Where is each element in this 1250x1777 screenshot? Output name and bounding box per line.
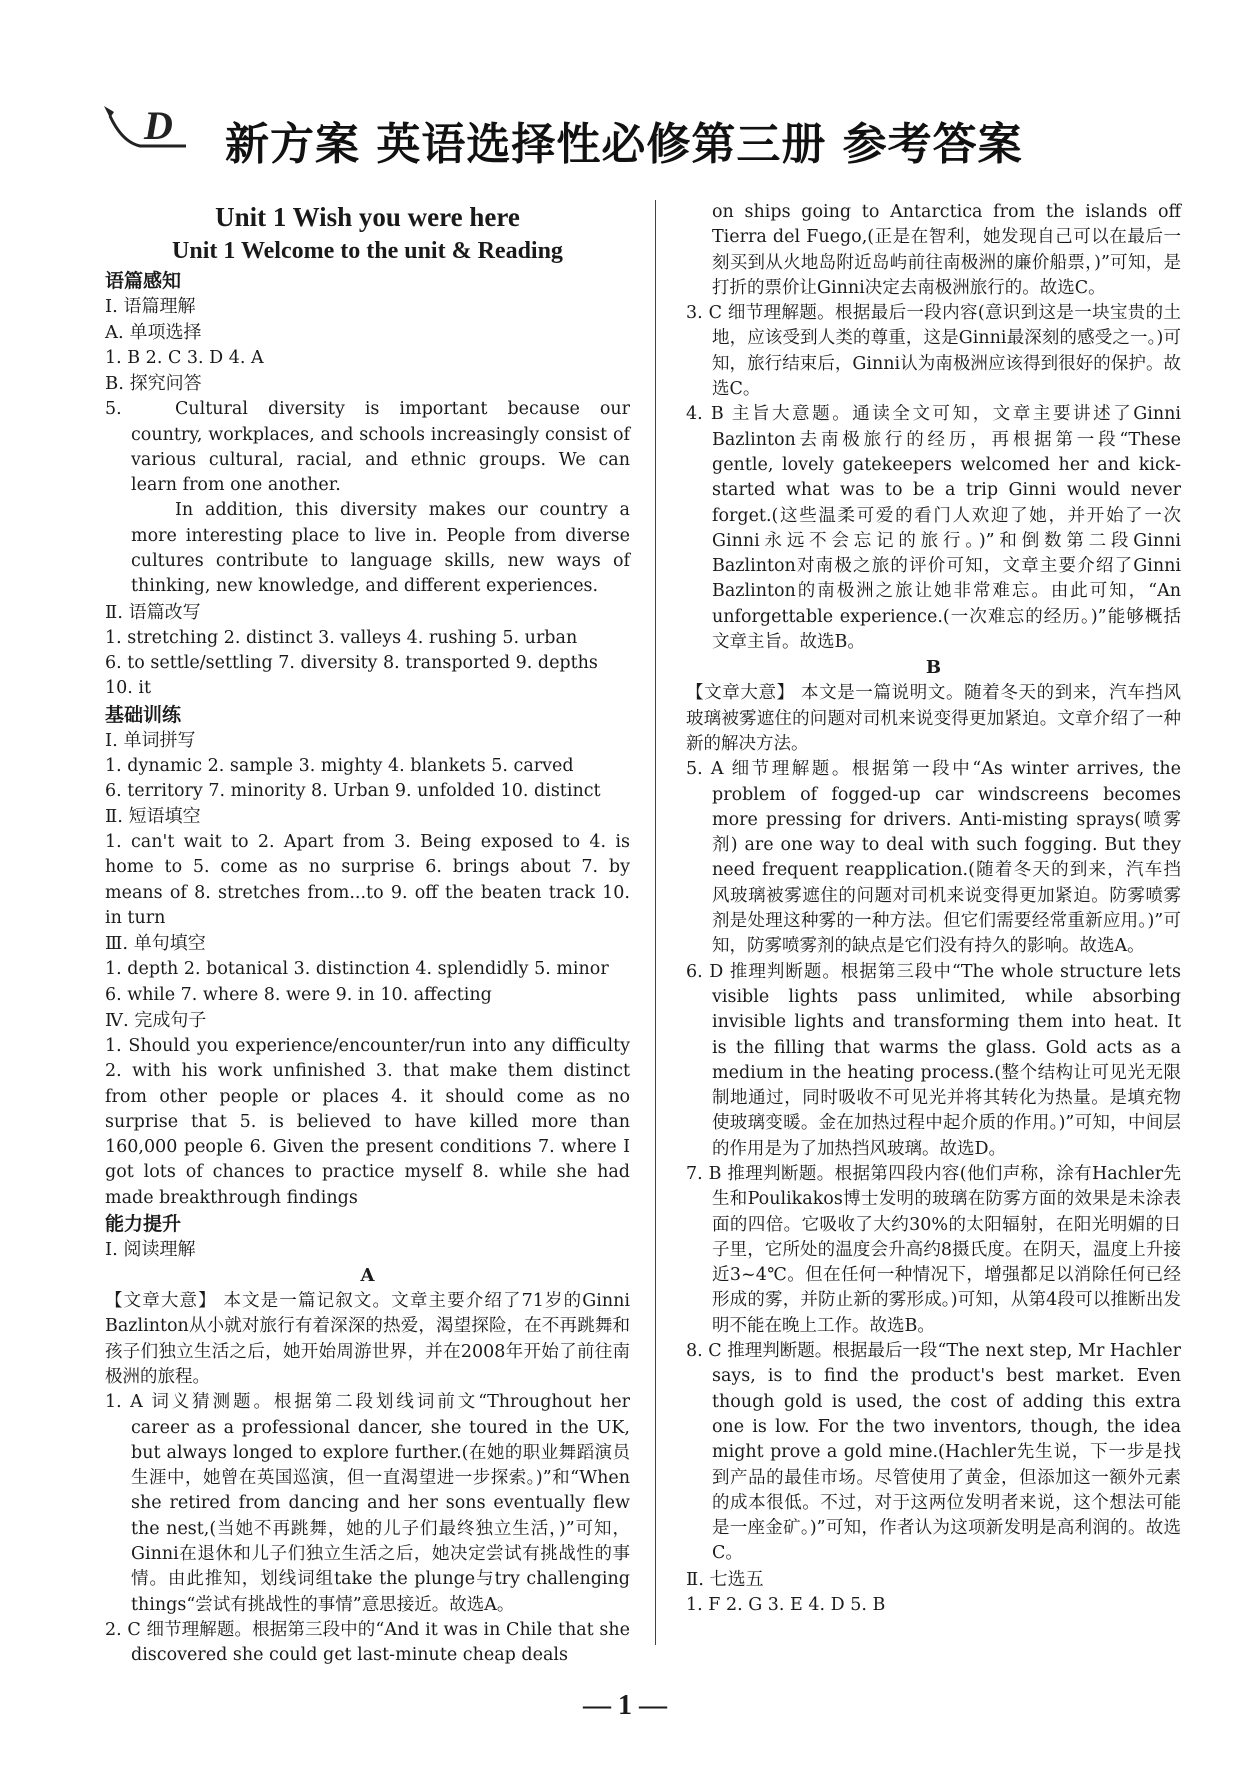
subsection-heading: Ⅱ. 短语填空 [105, 806, 201, 828]
answer-paragraph: In addition, this diversity makes our country a more interesting place to live in. People from diverse cultures contribute to language skills, new ways of thinking, new knowledge, and different experiences. [131, 500, 630, 597]
answer-paragraph: Cultural diversity is important because our country, workplaces, and schools increasingly consist of various cultural, racial, and ethnic groups. We can learn from one another. [131, 399, 630, 496]
answer-explanation: 2. C 细节理解题。根据第三段中的“And it was in Chile that she discovered she could get last-minute cheap deals [105, 1619, 630, 1666]
passage-label: A [360, 1265, 375, 1287]
passage-summary: 【文章大意】 本文是一篇记叙文。文章主要介绍了71岁的Ginni Bazlinton从小就对旅行有着深深的热爱，渴望探险，在不再跳舞和孩子们独立生活之后，她开始周游世界，并在2008年开始了前往南极洲的旅程。 [105, 1291, 630, 1387]
answer-explanation: 5. A 细节理解题。根据第一段中“As winter arrives, the problem of fogged-up car windscreens becomes more pressing for drivers. Anti-misting sprays(喷雾剂) are one way to deal with such fogging. But they need frequent reapplication.(随着冬天的到来，汽车挡风玻璃被雾遮住的问题对司机来说变得更加紧迫。防雾喷雾剂是处理这种雾的一种方法。但它们需要经常重新应用。)”可知，防雾喷雾剂的缺点是它们没有持久的影响。故选A。 [686, 759, 1181, 957]
unit-title: Unit 1 Wish you were here [215, 202, 520, 232]
section-heading: 语篇感知 [105, 270, 182, 292]
page-number: — 1 — [583, 1690, 667, 1721]
answer-line: 1. F 2. G 3. E 4. D 5. B [686, 1594, 886, 1615]
answer-block [105, 397, 630, 599]
answer-explanation: 3. C 细节理解题。根据最后一段内容(意识到这是一块宝贵的土地，应该受到人类的尊重，这是Ginni最深刻的感受之一。)可知，旅行结束后，Ginni认为南极洲应该得到很好的保护。故选C。 [686, 303, 1181, 400]
answer-line: 1. stretching 2. distinct 3. valleys 4. rushing 5. urban [105, 627, 578, 648]
section-heading: 基础训练 [105, 703, 182, 726]
answer-line: 1. B 2. C 3. D 4. A [105, 348, 264, 368]
answer-line: 1. depth 2. botanical 3. distinction 4. splendidly 5. minor [105, 959, 609, 980]
answer-explanation: 6. D 推理判断题。根据第三段中“The whole structure lets visible lights pass unlimited, while absorbing invisible lights and transforming them into heat. It is the filling that warms the glass. Gold acts as a medium in the heating process.(整个结构让可见光无限制地通过，同时吸收不可见光并将其转化为热量。是填充物使玻璃变暖。金在加热过程中起介质的作用。)”可知，中间层的作用是为了加热挡风玻璃。故选D。 [686, 961, 1181, 1159]
unit-subtitle: Unit 1 Welcome to the unit & Reading [172, 238, 563, 264]
section-heading: 能力提升 [105, 1213, 182, 1236]
subsection-heading: Ⅱ. 语篇改写 [105, 601, 201, 623]
passage-label: B [925, 657, 942, 679]
pencil-logo-icon [100, 102, 190, 162]
page-header [0, 90, 1250, 180]
subsection-heading: Ⅱ. 七选五 [686, 1568, 764, 1590]
answer-explanation: 4. B 主旨大意题。通读全文可知，文章主要讲述了Ginni Bazlinton去南极旅行的经历，再根据第一段“These gentle, lovely gatekeepers welcomed her and kick-started what was to be a trip Ginni would never forget.(这些温柔可爱的看门人欢迎了她，并开始了一次Ginni永远不会忘记的旅行。)”和倒数第二段Ginni Bazlinton对南极之旅的评价可知，文章主要介绍了Ginni Bazlinton的南极洲之旅让她非常难忘。由此可知，“An unforgettable experience.(一次难忘的经历。)”能够概括文章主旨。故选B。 [686, 404, 1181, 653]
answer-line: 10. it [105, 678, 152, 699]
subsection-heading: Ⅰ. 单词拼写 [105, 729, 196, 751]
passage-summary: 【文章大意】 本文是一篇说明文。随着冬天的到来，汽车挡风玻璃被雾遮住的问题对司机来说变得更加紧迫。文章介绍了一种新的解决方法。 [686, 683, 1181, 754]
answer-line: 6. while 7. where 8. were 9. in 10. affecting [105, 984, 492, 1005]
answer-explanation: 1. A 词义猜测题。根据第二段划线词前文“Throughout her career as a professional dancer, she toured in the UK, but always longed to explore further.(在她的职业舞蹈演员生涯中，她曾在英国巡演，但一直渴望进一步探索。)”和“When she retired from dancing and her sons eventually flew the nest,(当她不再跳舞，她的儿子们最终独立生活，)”可知，Ginni在退休和儿子们独立生活之后，她决定尝试有挑战性的事情。由此推知，划线词组take the plunge与try challenging things“尝试有挑战性的事情”意思接近。故选A。 [105, 1392, 630, 1615]
subsection-heading: A. 单项选择 [105, 322, 202, 343]
subsection-heading: Ⅰ. 阅读理解 [105, 1239, 196, 1261]
question-number: 5. [105, 399, 122, 420]
answer-paragraph: 1. Should you experience/encounter/run into any difficulty 2. with his work unfinished 3. that make them distinct from other people or places 4. it should come as no surprise that 5. is believed to have killed more than 160,000 people 6. Given the present conditions 7. where I got lots of chances to practice myself 8. while she had made breakthrough findings [105, 1035, 630, 1208]
answer-explanation: on ships going to Antarctica from the islands off Tierra del Fuego,(正是在智利，她发现自己可以在最后一刻买到从火地岛附近岛屿前往南极洲的廉价船票，)”可知，是打折的票价让Ginni决定去南极洲旅行的。故选C。 [712, 202, 1181, 298]
answer-explanation: 8. C 推理判断题。根据最后一段“The next step, Mr Hachler says, is to find the product's best market. Even though gold is used, the cost of adding this extra one is low. For the two inventors, though, the idea might prove a gold mine.(Hachler先生说，下一步是找到产品的最佳市场。尽管使用了黄金，但添加这一额外元素的成本很低。不过，对于这两位发明者来说，这个想法可能是一座金矿。)”可知，作者认为这项新发明是高利润的。故选C。 [686, 1341, 1181, 1564]
answer-line: 1. dynamic 2. sample 3. mighty 4. blankets 5. carved [105, 755, 574, 776]
subsection-heading: Ⅲ. 单句填空 [105, 933, 206, 955]
answer-explanation: 7. B 推理判断题。根据第四段内容(他们声称，涂有Hachler先生和Poulikakos博士发明的玻璃在防雾方面的效果是未涂表面的四倍。它吸收了大约30%的太阳辐射，在阳光明媚的日子里，它所处的温度会升高约8摄氏度。在阴天，温度上升接近3~4℃。但在任何一种情况下，增强都足以消除任何已经形成的雾，并防止新的雾形成。)可知，从第4段可以推断出发明不能在晚上工作。故选B。 [686, 1163, 1181, 1336]
column-divider [655, 200, 656, 1645]
page-title: 新方案 英语选择性必修第三册 参考答案 [225, 119, 1023, 170]
logo-letter: D [144, 103, 173, 148]
answer-line: 6. territory 7. minority 8. Urban 9. unfolded 10. distinct [105, 780, 601, 801]
answer-paragraph: 1. can't wait to 2. Apart from 3. Being exposed to 4. is home to 5. come as no surprise 6. brings about 7. by means of 8. stretches from...to 9. off the beaten track 10. in turn [105, 832, 630, 929]
right-column [686, 200, 1181, 1618]
subsection-heading: B. 探究问答 [105, 373, 202, 395]
left-column [105, 200, 630, 1668]
answer-line: 6. to settle/settling 7. diversity 8. transported 9. depths [105, 652, 598, 673]
subsection-heading: Ⅰ. 语篇理解 [105, 296, 196, 317]
subsection-heading: Ⅳ. 完成句子 [105, 1009, 207, 1031]
